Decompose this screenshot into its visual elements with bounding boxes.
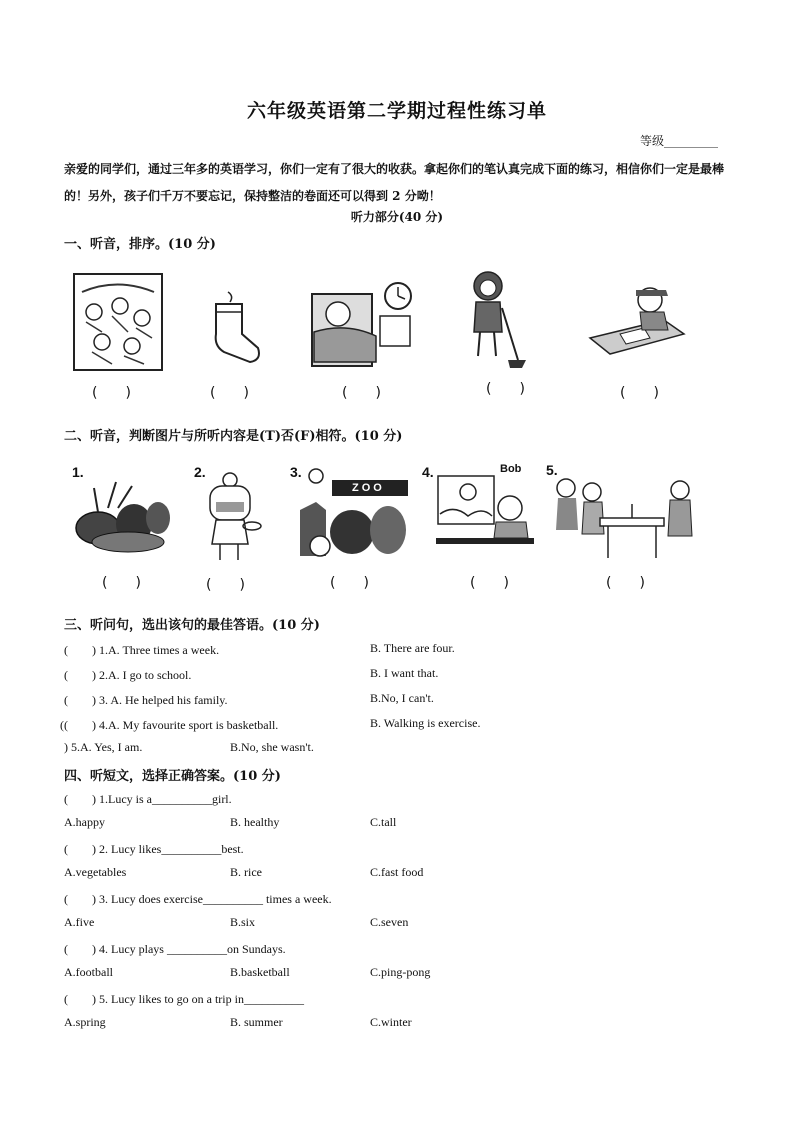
bob-label: Bob <box>500 463 522 475</box>
ping-pong-picture <box>552 478 702 562</box>
section4-option-a: A.vegetables <box>64 865 127 879</box>
picture-number: 2. <box>194 464 206 480</box>
girl-sweeping-picture <box>462 268 528 372</box>
grade-field[interactable]: 等级_________ <box>640 134 719 148</box>
section3-question: ( ) 2.A. I go to school. <box>64 668 192 682</box>
section4-question: ( ) 3. Lucy does exercise__________ times a week. <box>64 892 332 906</box>
section2-blank[interactable]: ( ) <box>206 577 245 593</box>
section4-option-a: A.happy <box>64 815 105 829</box>
section2-blank[interactable]: ( ) <box>470 575 509 591</box>
page-title: 六年级英语第二学期过程性练习单 <box>246 100 547 122</box>
sleeping-boy-clock-picture <box>306 272 418 370</box>
section3-question: ( ) 1.A. Three times a week. <box>64 643 220 657</box>
section4-option-c: C.fast food <box>370 865 424 879</box>
section4-question: ( ) 4. Lucy plays __________on Sundays. <box>64 942 286 956</box>
picture-number: 4. <box>422 464 434 480</box>
section4-option-b: B.basketball <box>230 965 290 979</box>
listening-heading: 听力部分(40 分) <box>350 210 444 224</box>
section2-blank[interactable]: ( ) <box>606 575 645 591</box>
section3-option-b: B. Walking is exercise. <box>370 716 481 730</box>
section3-heading: 三、听问句，选出该句的最佳答语。(10 分) <box>64 618 320 633</box>
section1-heading: 一、听音，排序。(10 分) <box>64 237 216 252</box>
picture-number: 5. <box>546 462 558 478</box>
section4-question: ( ) 1.Lucy is a__________girl. <box>64 792 232 806</box>
section2-heading: 二、听音，判断图片与所听内容是(T)否(F)相符。(10 分) <box>64 429 403 444</box>
picture-number: 3. <box>290 464 302 480</box>
bob-at-desk-picture <box>434 474 538 556</box>
section4-option-c: C.seven <box>370 915 409 929</box>
section4-option-c: C.ping-pong <box>370 965 431 979</box>
section3-question: ) 5.A. Yes, I am. <box>64 740 143 754</box>
section3-option-b: B. There are four. <box>370 641 455 655</box>
section1-blank[interactable]: ( ) <box>92 385 131 401</box>
zoo-animals-picture <box>296 466 414 560</box>
section4-option-a: A.football <box>64 965 113 979</box>
picture-number: 1. <box>72 464 84 480</box>
girl-eating-picture <box>196 470 266 564</box>
section1-blank[interactable]: ( ) <box>210 385 249 401</box>
section3-question: ( ) 3. A. He helped his family. <box>64 693 228 707</box>
sock-picture <box>198 290 264 368</box>
section4-option-a: A.spring <box>64 1015 106 1029</box>
section4-question: ( ) 5. Lucy likes to go on a trip in__________ <box>64 992 304 1006</box>
vegetables-picture <box>68 478 176 556</box>
section4-option-c: C.tall <box>370 815 397 829</box>
section3-option-b: B.No, I can't. <box>370 691 434 705</box>
section4-question: ( ) 2. Lucy likes__________best. <box>64 842 244 856</box>
section4-option-b: B.six <box>230 915 256 929</box>
section2-blank[interactable]: ( ) <box>330 575 369 591</box>
section4-heading: 四、听短文，选择正确答案。(10 分) <box>64 769 281 784</box>
section2-blank[interactable]: ( ) <box>102 575 141 591</box>
intro-paragraph: 亲爱的同学们，通过三年多的英语学习，你们一定有了很大的收获。拿起你们的笔认真完成下面的练习，相信你们一定是最棒的！另外，孩子们千万不要忘记，保持整洁的卷面还可以得到 2 分呦！ <box>64 162 725 203</box>
section1-blank[interactable]: ( ) <box>620 385 659 401</box>
section4-option-b: B. summer <box>230 1015 283 1029</box>
section4-option-a: A.five <box>64 915 95 929</box>
kids-playing-picture <box>72 272 164 372</box>
zoo-sign: ZOO <box>352 482 385 494</box>
section4-option-c: C.winter <box>370 1015 412 1029</box>
section3-question: (( ) 4.A. My favourite sport is basketball. <box>60 718 279 732</box>
section4-option-b: B. rice <box>230 865 262 879</box>
section1-blank[interactable]: ( ) <box>486 381 525 397</box>
section3-option-b: B.No, she wasn't. <box>230 740 314 754</box>
section1-blank[interactable]: ( ) <box>342 385 381 401</box>
section4-option-b: B. healthy <box>230 815 280 829</box>
boy-reading-desk-picture <box>584 272 688 370</box>
section3-option-b: B. I want that. <box>370 666 439 680</box>
